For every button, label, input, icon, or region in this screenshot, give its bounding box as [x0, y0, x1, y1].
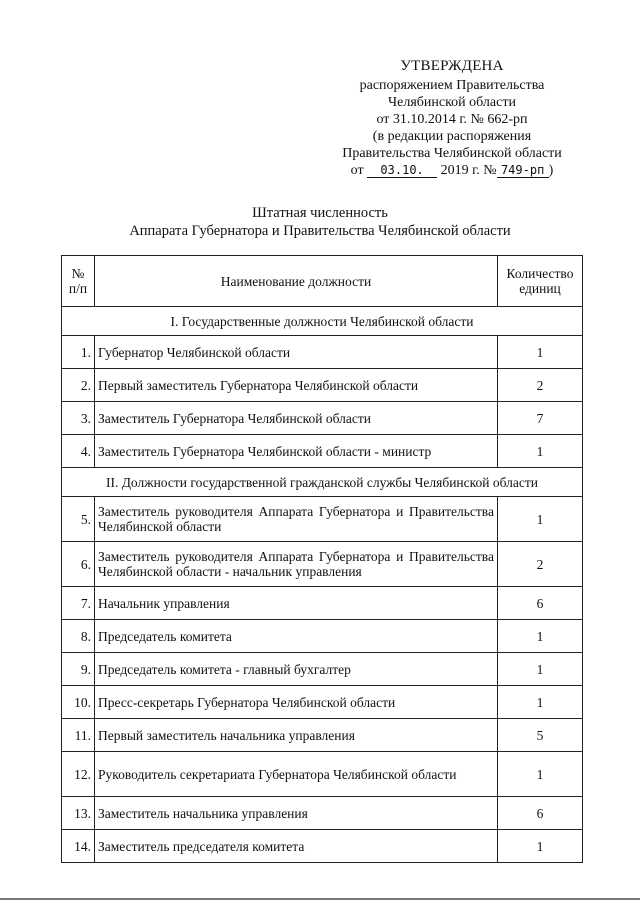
- row-qty: 7: [498, 402, 583, 435]
- approval-number-fill: 749-рп: [497, 164, 549, 178]
- approval-line-1: распоряжением Правительства: [359, 78, 545, 93]
- row-qty: 6: [498, 797, 583, 830]
- table-row: [62, 542, 583, 587]
- header-name: Наименование должности: [95, 256, 498, 307]
- row-position: Первый заместитель Губернатора Челябинской области: [95, 369, 498, 402]
- table-row: [62, 587, 583, 620]
- row-num: 10.: [62, 686, 95, 719]
- section-row: [62, 468, 583, 497]
- table-row: [62, 369, 583, 402]
- approval-date-fill: 03.10.: [367, 164, 437, 178]
- row-num: 11.: [62, 719, 95, 752]
- approval-date-line: [320, 162, 584, 179]
- row-num: 13.: [62, 797, 95, 830]
- approval-line-5: Правительства Челябинской области: [342, 146, 562, 161]
- document-title: [0, 204, 640, 240]
- row-num: 12.: [62, 752, 95, 797]
- approval-year-text: 2019 г. №: [440, 163, 497, 178]
- page-bottom-rule: [0, 898, 640, 900]
- row-num: 7.: [62, 587, 95, 620]
- approval-close-paren: ): [548, 163, 554, 178]
- row-qty: 1: [498, 435, 583, 468]
- table-row: [62, 402, 583, 435]
- row-qty: 1: [498, 653, 583, 686]
- row-qty: 1: [498, 620, 583, 653]
- row-qty: 1: [498, 336, 583, 369]
- table-row: [62, 620, 583, 653]
- row-num: 2.: [62, 369, 95, 402]
- section-title-1: I. Государственные должности Челябинской области: [62, 307, 583, 336]
- row-position: Заместитель Губернатора Челябинской области: [95, 402, 498, 435]
- row-qty: 1: [498, 497, 583, 542]
- table-row: [62, 686, 583, 719]
- header-qty: Количество единиц: [498, 256, 583, 307]
- row-qty: 1: [498, 752, 583, 797]
- row-position: Председатель комитета: [95, 620, 498, 653]
- approval-block: [320, 58, 584, 179]
- title-line-2: Аппарата Губернатора и Правительства Челябинской области: [129, 223, 511, 239]
- section-title-2: II. Должности государственной гражданской службы Челябинской области: [62, 468, 583, 497]
- row-num: 9.: [62, 653, 95, 686]
- table-row: [62, 497, 583, 542]
- approval-line-2: Челябинской области: [388, 95, 516, 110]
- staff-table: [61, 255, 583, 863]
- row-position: Председатель комитета - главный бухгалтер: [95, 653, 498, 686]
- table-row: [62, 830, 583, 863]
- row-position: Пресс-секретарь Губернатора Челябинской области: [95, 686, 498, 719]
- header-num: № п/п: [62, 256, 95, 307]
- row-qty: 2: [498, 369, 583, 402]
- row-position: Заместитель руководителя Аппарата Губернатора и Правительства Челябинской области: [95, 497, 498, 542]
- row-position: Первый заместитель начальника управления: [95, 719, 498, 752]
- row-position: Заместитель Губернатора Челябинской области - министр: [95, 435, 498, 468]
- table-row: [62, 653, 583, 686]
- row-position: Заместитель председателя комитета: [95, 830, 498, 863]
- table-row: [62, 752, 583, 797]
- row-num: 6.: [62, 542, 95, 587]
- row-qty: 5: [498, 719, 583, 752]
- title-line-1: Штатная численность: [252, 205, 388, 221]
- approval-heading: УТВЕРЖДЕНА: [400, 58, 504, 74]
- row-qty: 6: [498, 587, 583, 620]
- approval-line-3: от 31.10.2014 г. № 662-рп: [376, 112, 528, 127]
- row-qty: 2: [498, 542, 583, 587]
- table-row: [62, 336, 583, 369]
- row-num: 14.: [62, 830, 95, 863]
- row-position: Заместитель руководителя Аппарата Губернатора и Правительства Челябинской области - начальник управления: [95, 542, 498, 587]
- row-num: 4.: [62, 435, 95, 468]
- approval-line-4: (в редакции распоряжения: [372, 129, 532, 144]
- row-num: 3.: [62, 402, 95, 435]
- table-header-row: [62, 256, 583, 307]
- table-row: [62, 797, 583, 830]
- row-position: Начальник управления: [95, 587, 498, 620]
- row-position: Руководитель секретариата Губернатора Челябинской области: [95, 752, 498, 797]
- section-row: [62, 307, 583, 336]
- row-num: 1.: [62, 336, 95, 369]
- table-row: [62, 435, 583, 468]
- table-row: [62, 719, 583, 752]
- row-position: Губернатор Челябинской области: [95, 336, 498, 369]
- row-qty: 1: [498, 686, 583, 719]
- row-num: 8.: [62, 620, 95, 653]
- row-num: 5.: [62, 497, 95, 542]
- row-position: Заместитель начальника управления: [95, 797, 498, 830]
- row-qty: 1: [498, 830, 583, 863]
- approval-date-prefix: от: [350, 163, 364, 178]
